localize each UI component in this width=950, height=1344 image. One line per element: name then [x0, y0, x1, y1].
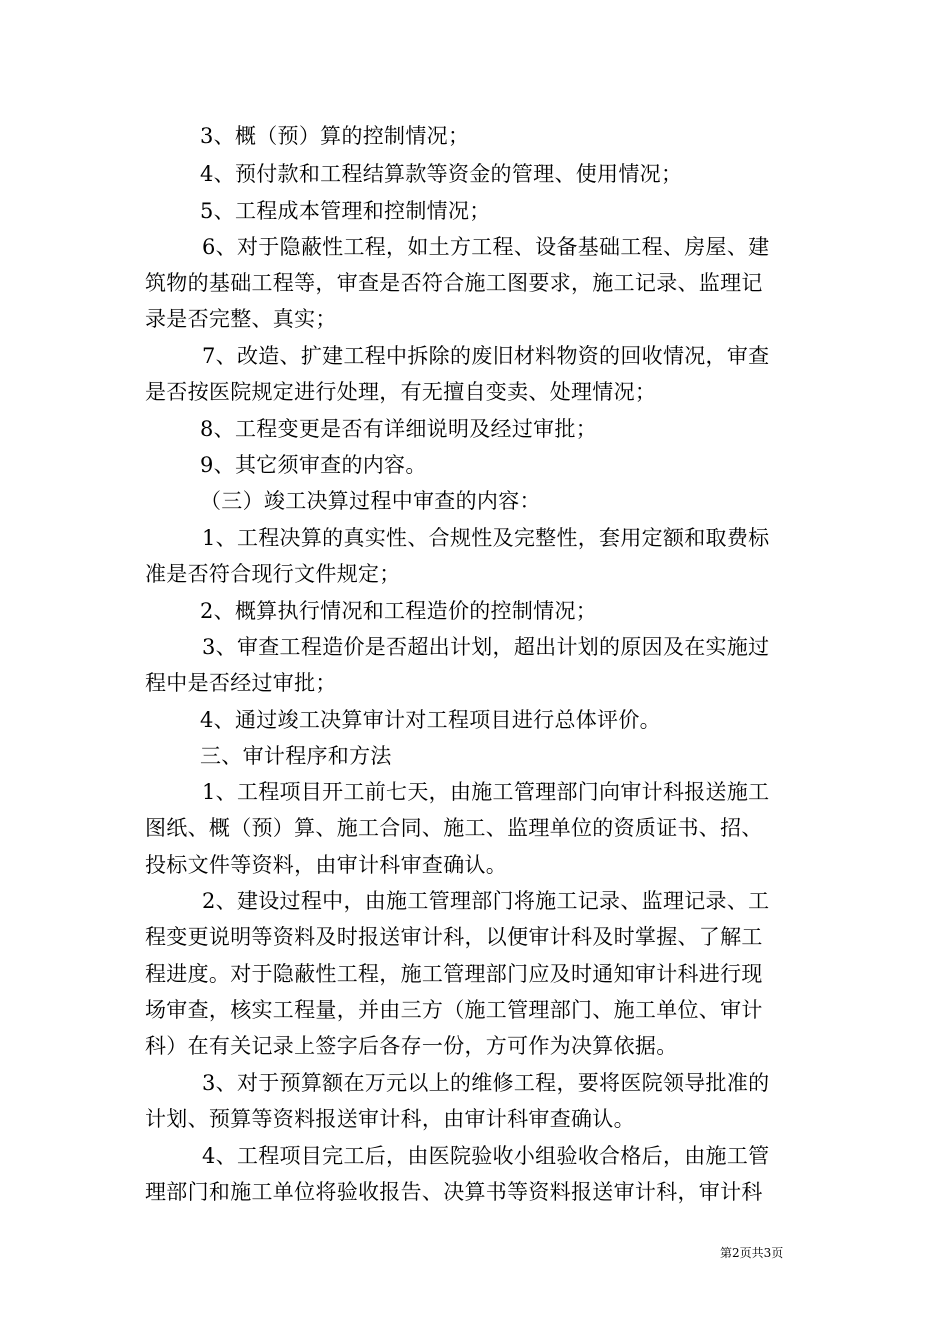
text-line: 7、改造、扩建工程中拆除的废旧材料物资的回收情况，审查 — [202, 344, 770, 368]
text-line: 3、审查工程造价是否超出计划，超出计划的原因及在实施过 — [202, 635, 770, 659]
section-heading: 三、审计程序和方法 — [200, 744, 392, 768]
section-heading: （三）竣工决算过程中审查的内容： — [200, 489, 541, 513]
text-line: 是否按医院规定进行处理，有无擅自变卖、处理情况； — [145, 380, 657, 404]
text-line: 录是否完整、真实； — [145, 307, 337, 331]
text-line: 2、建设过程中，由施工管理部门将施工记录、监理记录、工 — [202, 889, 770, 913]
text-line: 3、概（预）算的控制情况； — [200, 124, 470, 148]
text-line: 场审查，核实工程量，并由三方（施工管理部门、施工单位、审计 — [145, 998, 763, 1022]
text-line: 6、对于隐蔽性工程，如土方工程、设备基础工程、房屋、建 — [202, 235, 770, 259]
text-line: 准是否符合现行文件规定； — [145, 562, 401, 586]
text-line: 2、概算执行情况和工程造价的控制情况； — [200, 599, 598, 623]
text-line: 4、预付款和工程结算款等资金的管理、使用情况； — [200, 162, 683, 186]
text-line: 3、对于预算额在万元以上的维修工程，要将医院领导批准的 — [202, 1071, 770, 1095]
text-line: 计划、预算等资料报送审计科，由审计科审查确认。 — [145, 1107, 635, 1131]
text-line: 5、工程成本管理和控制情况； — [200, 199, 491, 223]
text-line: 8、工程变更是否有详细说明及经过审批； — [200, 417, 598, 441]
text-line: 程中是否经过审批； — [145, 671, 337, 695]
text-line: 程进度。对于隐蔽性工程，施工管理部门应及时通知审计科进行现 — [145, 962, 763, 986]
text-line: 科）在有关记录上签字后各存一份，方可作为决算依据。 — [145, 1034, 678, 1058]
text-line: 4、工程项目完工后，由医院验收小组验收合格后，由施工管 — [202, 1144, 770, 1168]
text-line: 4、通过竣工决算审计对工程项目进行总体评价。 — [200, 708, 661, 732]
text-line: 投标文件等资料，由审计科审查确认。 — [145, 853, 508, 877]
text-line: 9、其它须审查的内容。 — [200, 453, 427, 477]
page-number: 第2页共3页 — [720, 1246, 784, 1260]
text-line: 筑物的基础工程等，审查是否符合施工图要求，施工记录、监理记 — [145, 271, 763, 295]
text-line: 1、工程项目开工前七天，由施工管理部门向审计科报送施工 — [202, 780, 770, 804]
text-line: 图纸、概（预）算、施工合同、施工、监理单位的资质证书、招、 — [145, 816, 763, 840]
text-line: 程变更说明等资料及时报送审计科，以便审计科及时掌握、了解工 — [145, 925, 763, 949]
text-line: 理部门和施工单位将验收报告、决算书等资料报送审计科，审计科 — [145, 1180, 763, 1204]
text-line: 1、工程决算的真实性、合规性及完整性，套用定额和取费标 — [202, 526, 770, 550]
